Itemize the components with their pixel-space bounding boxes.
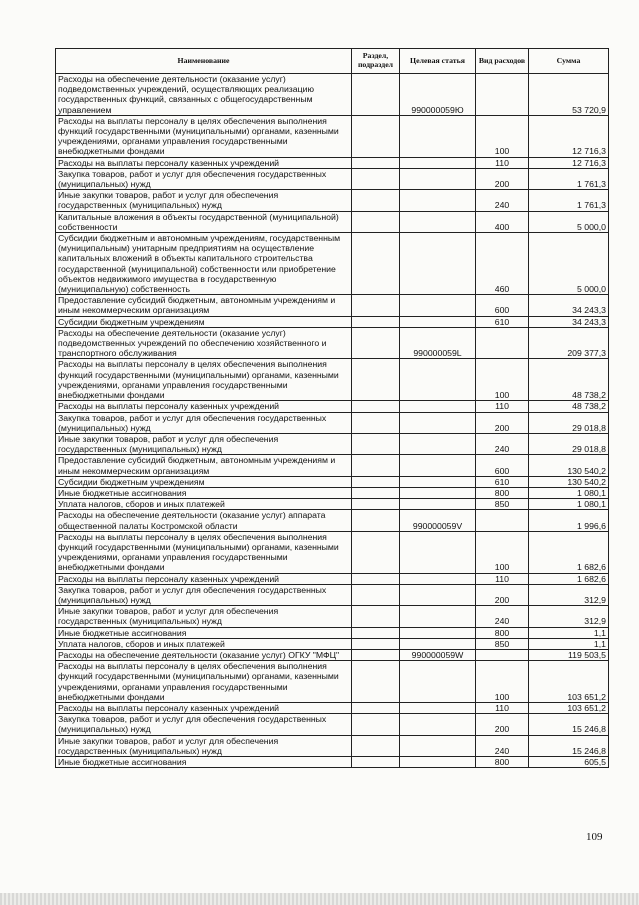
table-row [56, 433, 609, 454]
cell-expense-type: 600 [476, 455, 529, 476]
table-row [56, 735, 609, 756]
cell-name: Закупка товаров, работ и услуг для обеспечения государственных (муниципальных) нужд [56, 412, 352, 433]
cell-amount: 1 080,1 [529, 487, 609, 498]
header-amount: Сумма [529, 49, 609, 74]
table-row [56, 487, 609, 498]
cell-expense-type: 200 [476, 714, 529, 735]
cell-target-article [400, 757, 476, 768]
page-number: 109 [586, 831, 603, 843]
cell-section [352, 627, 400, 638]
cell-target-article [400, 714, 476, 735]
cell-amount: 29 018,8 [529, 433, 609, 454]
cell-section [352, 455, 400, 476]
cell-expense-type: 200 [476, 168, 529, 189]
cell-name: Расходы на обеспечение деятельности (оказание услуг) ОГКУ "МФЦ" [56, 649, 352, 660]
cell-section [352, 649, 400, 660]
table-row [56, 702, 609, 713]
cell-section [352, 190, 400, 211]
cell-amount: 103 651,2 [529, 661, 609, 703]
budget-table [55, 48, 609, 768]
cell-name: Предоставление субсидий бюджетным, автономным учреждениям и иным некоммерческим организациям [56, 295, 352, 316]
cell-amount: 1 080,1 [529, 499, 609, 510]
cell-section [352, 295, 400, 316]
table-row [56, 233, 609, 295]
cell-amount: 12 716,3 [529, 157, 609, 168]
cell-section [352, 714, 400, 735]
cell-expense-type: 240 [476, 735, 529, 756]
cell-amount: 1,1 [529, 638, 609, 649]
cell-expense-type: 800 [476, 757, 529, 768]
cell-target-article: 990000059W [400, 649, 476, 660]
cell-section [352, 115, 400, 157]
cell-name: Субсидии бюджетным и автономным учреждениям, государственным (муниципальным) унитарным предприятиям на осуществление капитальных вложений в объекты капитального строительства государственной (муниципальной) собственности или приобретение объектов недвижимого имущества в государственную (муниципальную) собственность [56, 233, 352, 295]
cell-amount: 1 996,6 [529, 510, 609, 531]
cell-amount: 312,9 [529, 584, 609, 605]
cell-section [352, 168, 400, 189]
table-row [56, 661, 609, 703]
cell-expense-type: 800 [476, 487, 529, 498]
cell-expense-type: 100 [476, 531, 529, 573]
cell-section [352, 573, 400, 584]
cell-expense-type: 200 [476, 412, 529, 433]
table-row [56, 714, 609, 735]
cell-target-article [400, 359, 476, 401]
cell-name: Иные бюджетные ассигнования [56, 627, 352, 638]
table-row [56, 627, 609, 638]
cell-expense-type: 110 [476, 157, 529, 168]
cell-section [352, 757, 400, 768]
cell-expense-type: 240 [476, 190, 529, 211]
cell-expense-type: 800 [476, 627, 529, 638]
cell-expense-type: 240 [476, 606, 529, 627]
cell-amount: 48 738,2 [529, 359, 609, 401]
cell-section [352, 412, 400, 433]
table-row [56, 359, 609, 401]
cell-expense-type: 600 [476, 295, 529, 316]
header-target-article: Целевая статья [400, 49, 476, 74]
table-row [56, 573, 609, 584]
cell-name: Расходы на выплаты персоналу казенных учреждений [56, 702, 352, 713]
table-row [56, 638, 609, 649]
cell-amount: 34 243,3 [529, 316, 609, 327]
cell-section [352, 735, 400, 756]
cell-amount: 34 243,3 [529, 295, 609, 316]
cell-target-article: 990000059Ю [400, 74, 476, 116]
cell-target-article [400, 316, 476, 327]
cell-section [352, 316, 400, 327]
cell-expense-type: 110 [476, 401, 529, 412]
cell-amount: 1 761,3 [529, 190, 609, 211]
cell-expense-type [476, 74, 529, 116]
cell-name: Предоставление субсидий бюджетным, автономным учреждениям и иным некоммерческим организациям [56, 455, 352, 476]
cell-name: Субсидии бюджетным учреждениям [56, 476, 352, 487]
table-row [56, 74, 609, 116]
cell-amount: 209 377,3 [529, 327, 609, 359]
cell-expense-type: 110 [476, 702, 529, 713]
cell-name: Расходы на выплаты персоналу казенных учреждений [56, 573, 352, 584]
cell-section [352, 510, 400, 531]
cell-expense-type: 850 [476, 499, 529, 510]
cell-name: Иные закупки товаров, работ и услуг для обеспечения государственных (муниципальных) нужд [56, 433, 352, 454]
cell-target-article [400, 476, 476, 487]
cell-name: Расходы на выплаты персоналу казенных учреждений [56, 401, 352, 412]
cell-amount: 103 651,2 [529, 702, 609, 713]
cell-amount: 605,5 [529, 757, 609, 768]
cell-name: Закупка товаров, работ и услуг для обеспечения государственных (муниципальных) нужд [56, 584, 352, 605]
cell-amount: 312,9 [529, 606, 609, 627]
cell-name: Расходы на обеспечение деятельности (оказание услуг) подведомственных учреждений, осуществляющих реализацию государственных функций, связанных с общегосударственным управлением [56, 74, 352, 116]
header-expense-type: Вид расходов [476, 49, 529, 74]
table-row [56, 455, 609, 476]
cell-amount: 130 540,2 [529, 455, 609, 476]
cell-amount: 1,1 [529, 627, 609, 638]
cell-target-article: 990000059L [400, 327, 476, 359]
cell-name: Иные бюджетные ассигнования [56, 757, 352, 768]
cell-target-article [400, 401, 476, 412]
cell-section [352, 702, 400, 713]
cell-expense-type: 460 [476, 233, 529, 295]
cell-section [352, 499, 400, 510]
cell-expense-type: 240 [476, 433, 529, 454]
cell-name: Иные закупки товаров, работ и услуг для обеспечения государственных (муниципальных) нужд [56, 735, 352, 756]
cell-name: Расходы на обеспечение деятельности (оказание услуг) аппарата общественной палаты Костромской области [56, 510, 352, 531]
cell-name: Расходы на обеспечение деятельности (оказание услуг) подведомственных учреждений по обеспечению хозяйственного и транспортного обслуживания [56, 327, 352, 359]
cell-target-article [400, 190, 476, 211]
cell-target-article [400, 168, 476, 189]
cell-name: Капитальные вложения в объекты государственной (муниципальной) собственности [56, 211, 352, 232]
cell-target-article [400, 584, 476, 605]
cell-amount: 48 738,2 [529, 401, 609, 412]
cell-section [352, 233, 400, 295]
cell-expense-type [476, 327, 529, 359]
cell-target-article [400, 487, 476, 498]
cell-section [352, 359, 400, 401]
cell-name: Иные закупки товаров, работ и услуг для обеспечения государственных (муниципальных) нужд [56, 190, 352, 211]
cell-name: Расходы на выплаты персоналу в целях обеспечения выполнения функций государственными (муниципальными) органами, казенными учреждениями, органами управления государственными внебюджетными фондами [56, 359, 352, 401]
table-row [56, 157, 609, 168]
cell-expense-type [476, 510, 529, 531]
cell-amount: 130 540,2 [529, 476, 609, 487]
table-row [56, 190, 609, 211]
cell-target-article [400, 295, 476, 316]
cell-amount: 1 682,6 [529, 573, 609, 584]
cell-expense-type: 400 [476, 211, 529, 232]
table-row [56, 412, 609, 433]
cell-expense-type: 610 [476, 316, 529, 327]
cell-amount: 1 761,3 [529, 168, 609, 189]
cell-target-article [400, 211, 476, 232]
cell-amount: 12 716,3 [529, 115, 609, 157]
cell-section [352, 584, 400, 605]
cell-amount: 5 000,0 [529, 211, 609, 232]
cell-target-article [400, 499, 476, 510]
cell-target-article [400, 702, 476, 713]
cell-amount: 15 246,8 [529, 735, 609, 756]
cell-name: Уплата налогов, сборов и иных платежей [56, 638, 352, 649]
cell-target-article [400, 661, 476, 703]
table-row [56, 476, 609, 487]
table-row [56, 327, 609, 359]
cell-expense-type [476, 649, 529, 660]
cell-name: Субсидии бюджетным учреждениям [56, 316, 352, 327]
table-body [56, 74, 609, 768]
cell-section [352, 433, 400, 454]
cell-section [352, 487, 400, 498]
cell-section [352, 327, 400, 359]
table-row [56, 584, 609, 605]
cell-amount: 15 246,8 [529, 714, 609, 735]
table-row [56, 757, 609, 768]
cell-target-article [400, 573, 476, 584]
cell-section [352, 211, 400, 232]
cell-expense-type: 200 [476, 584, 529, 605]
cell-target-article [400, 233, 476, 295]
table-row [56, 115, 609, 157]
cell-target-article [400, 115, 476, 157]
cell-target-article [400, 531, 476, 573]
cell-target-article: 990000059V [400, 510, 476, 531]
cell-target-article [400, 606, 476, 627]
cell-section [352, 661, 400, 703]
cell-name: Иные закупки товаров, работ и услуг для обеспечения государственных (муниципальных) нужд [56, 606, 352, 627]
cell-section [352, 476, 400, 487]
cell-name: Расходы на выплаты персоналу в целях обеспечения выполнения функций государственными (муниципальными) органами, казенными учреждениями, органами управления государственными внебюджетными фондами [56, 661, 352, 703]
cell-section [352, 531, 400, 573]
cell-section [352, 401, 400, 412]
header-section: Раздел, подраздел [352, 49, 400, 74]
cell-name: Расходы на выплаты персоналу в целях обеспечения выполнения функций государственными (муниципальными) органами, казенными учреждениями, органами управления государственными внебюджетными фондами [56, 115, 352, 157]
cell-expense-type: 100 [476, 661, 529, 703]
table-row [56, 531, 609, 573]
cell-target-article [400, 433, 476, 454]
cell-amount: 119 503,5 [529, 649, 609, 660]
cell-amount: 5 000,0 [529, 233, 609, 295]
cell-name: Расходы на выплаты персоналу в целях обеспечения выполнения функций государственными (муниципальными) органами, казенными учреждениями, органами управления государственными внебюджетными фондами [56, 531, 352, 573]
table-row [56, 606, 609, 627]
cell-name: Расходы на выплаты персоналу казенных учреждений [56, 157, 352, 168]
cell-target-article [400, 455, 476, 476]
cell-name: Иные бюджетные ассигнования [56, 487, 352, 498]
cell-target-article [400, 412, 476, 433]
cell-section [352, 74, 400, 116]
cell-expense-type: 850 [476, 638, 529, 649]
table-row [56, 649, 609, 660]
cell-name: Закупка товаров, работ и услуг для обеспечения государственных (муниципальных) нужд [56, 168, 352, 189]
cell-amount: 53 720,9 [529, 74, 609, 116]
table-row [56, 295, 609, 316]
table-row [56, 316, 609, 327]
header-name: Наименование [56, 49, 352, 74]
table-row [56, 211, 609, 232]
table-header-row [56, 49, 609, 74]
cell-target-article [400, 638, 476, 649]
table-row [56, 499, 609, 510]
cell-section [352, 638, 400, 649]
cell-expense-type: 100 [476, 359, 529, 401]
cell-section [352, 157, 400, 168]
scan-edge [0, 893, 639, 905]
cell-amount: 29 018,8 [529, 412, 609, 433]
table-row [56, 168, 609, 189]
cell-name: Закупка товаров, работ и услуг для обеспечения государственных (муниципальных) нужд [56, 714, 352, 735]
cell-target-article [400, 157, 476, 168]
cell-section [352, 606, 400, 627]
cell-expense-type: 610 [476, 476, 529, 487]
cell-expense-type: 110 [476, 573, 529, 584]
cell-expense-type: 100 [476, 115, 529, 157]
cell-target-article [400, 627, 476, 638]
cell-amount: 1 682,6 [529, 531, 609, 573]
cell-name: Уплата налогов, сборов и иных платежей [56, 499, 352, 510]
table-row [56, 401, 609, 412]
table-row [56, 510, 609, 531]
cell-target-article [400, 735, 476, 756]
